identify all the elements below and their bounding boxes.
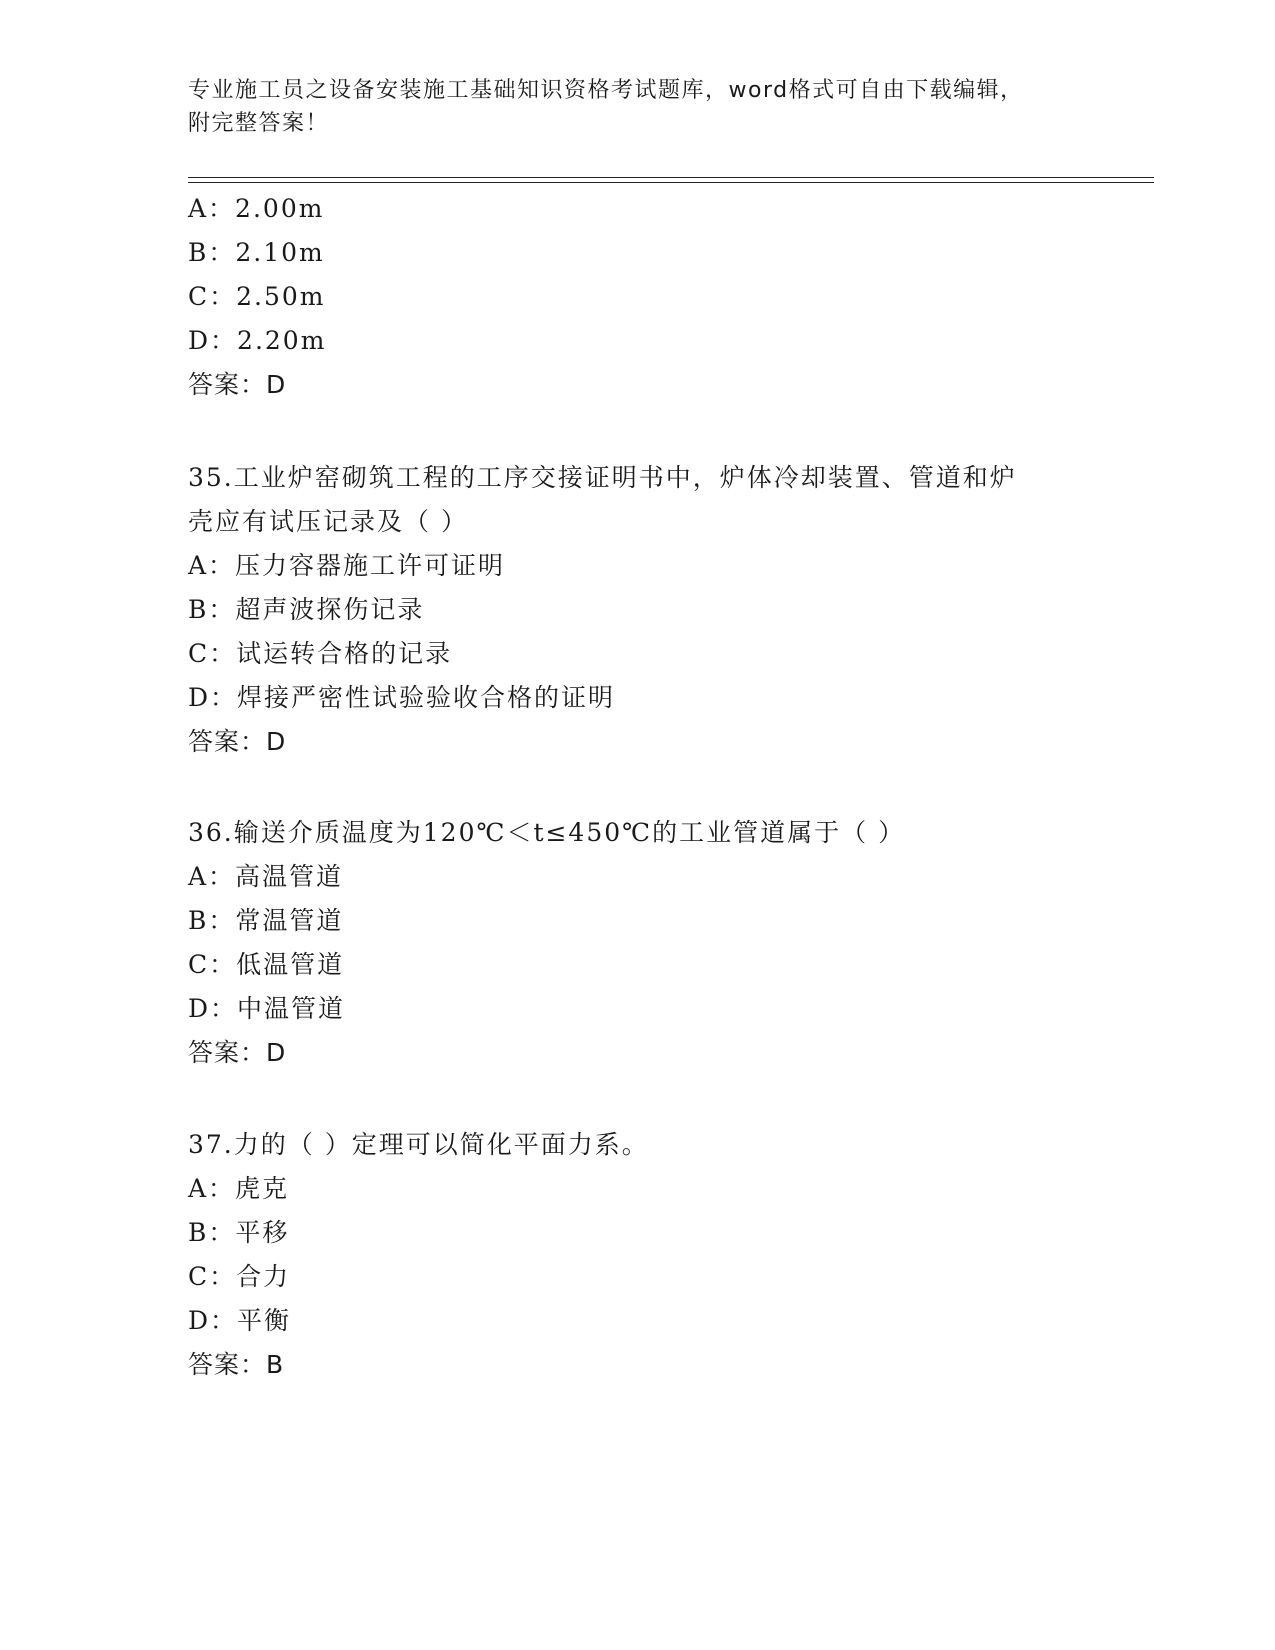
document-header (188, 74, 1088, 140)
q36-option-c: C：低温管道 (188, 950, 345, 979)
q35-stem-line-1: 35.工业炉窑砌筑工程的工序交接证明书中，炉体冷却装置、管道和炉 (188, 463, 1017, 492)
q34-option-d: D：2.20m (188, 326, 327, 355)
q35-answer: 答案：D (188, 727, 287, 756)
header-line-2: 附完整答案！ (188, 111, 330, 136)
q35-option-d: D：焊接严密性试验验收合格的证明 (188, 683, 616, 712)
q34-option-c: C：2.50m (188, 282, 326, 311)
q36-stem: 36.输送介质温度为120℃＜t≤450℃的工业管道属于（ ） (188, 818, 906, 847)
q34-option-b: B：2.10m (188, 238, 325, 267)
header-divider-top (188, 177, 1154, 178)
q36-option-b: B：常温管道 (188, 906, 344, 935)
q35-option-a: A：压力容器施工许可证明 (188, 551, 506, 580)
header-line-1: 专业施工员之设备安装施工基础知识资格考试题库，word格式可自由下载编辑， (188, 78, 1024, 103)
q37-option-c: C：合力 (188, 1262, 291, 1291)
q35-stem-line-2: 壳应有试压记录及（ ） (188, 507, 468, 536)
q35-option-b: B：超声波探伤记录 (188, 595, 425, 624)
q37-option-b: B：平移 (188, 1218, 290, 1247)
q36-option-d: D：中温管道 (188, 994, 346, 1023)
q37-stem: 37.力的（ ）定理可以简化平面力系。 (188, 1130, 649, 1159)
q37-option-a: A：虎克 (188, 1174, 290, 1203)
q37-answer: 答案：B (188, 1350, 285, 1379)
q36-answer: 答案：D (188, 1038, 287, 1067)
q36-option-a: A：高温管道 (188, 862, 344, 891)
q35-option-c: C：试运转合格的记录 (188, 639, 453, 668)
header-divider-bottom (188, 182, 1154, 183)
q34-option-a: A：2.00m (188, 194, 325, 223)
q34-answer: 答案：D (188, 370, 287, 399)
q37-option-d: D：平衡 (188, 1306, 292, 1335)
